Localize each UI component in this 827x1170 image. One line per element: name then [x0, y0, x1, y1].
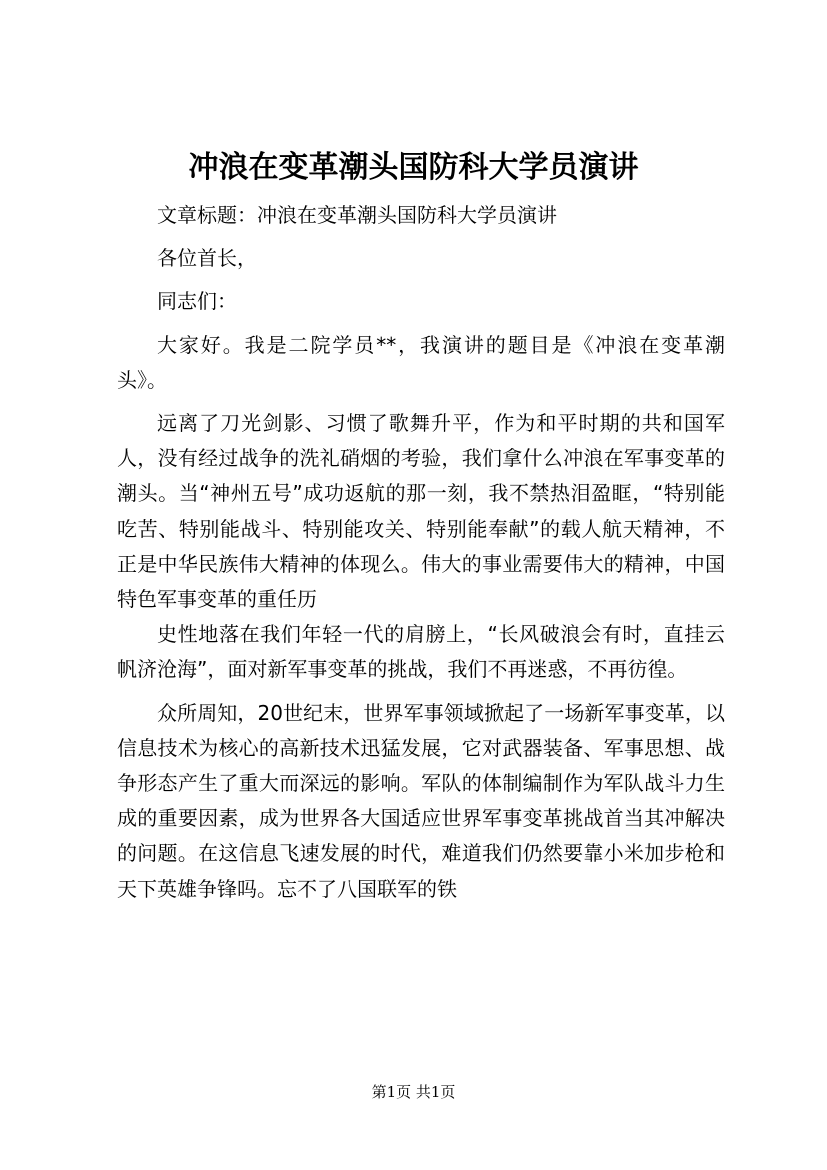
paragraph-body: 远离了刀光剑影、习惯了歌舞升平，作为和平时期的共和国军人，没有经过战争的洗礼硝烟的考验，我们拿什么冲浪在军事变革的潮头。当“神州五号”成功返航的那一刻，我不禁热泪盈眶，“特别能吃苦、特别能战斗、特别能攻关、特别能奉献”的载人航天精神，不正是中华民族伟大精神的体现么。伟大的事业需要伟大的精神，中国特色军事变革的重任历 [117, 411, 725, 612]
paragraph-body: 史性地落在我们年轻一代的肩膀上，“长风破浪会有时，直挂云帆济沧海”，面对新军事变革的挑战，我们不再迷惑，不再彷徨。 [117, 622, 725, 682]
paragraph-body: 众所周知，20世纪末，世界军事领域掀起了一场新军事变革，以信息技术为核心的高新技术迅猛发展，它对武器装备、军事思想、战争形态产生了重大而深远的影响。军队的体制编制作为军队战斗力生成的重要因素，成为世界各大国适应世界军事变革挑战首当其冲解决的问题。在这信息飞速发展的时代，难道我们仍然要靠小米加步枪和天下英雄争锋吗。忘不了八国联军的铁 [117, 700, 725, 901]
paragraph-salutation-comrades: 同志们： [157, 289, 237, 314]
document-body [117, 198, 725, 907]
paragraph-greeting: 大家好。我是二院学员**，我演讲的题目是《冲浪在变革潮头》。 [117, 332, 725, 392]
paragraph-salutation-leaders: 各位首长， [157, 246, 257, 271]
page-footer: 第1页 共1页 [371, 1083, 456, 1101]
paragraph-article-title: 文章标题：冲浪在变革潮头国防科大学员演讲 [157, 203, 557, 227]
document-title: 冲浪在变革潮头国防科大学员演讲 [188, 150, 639, 185]
